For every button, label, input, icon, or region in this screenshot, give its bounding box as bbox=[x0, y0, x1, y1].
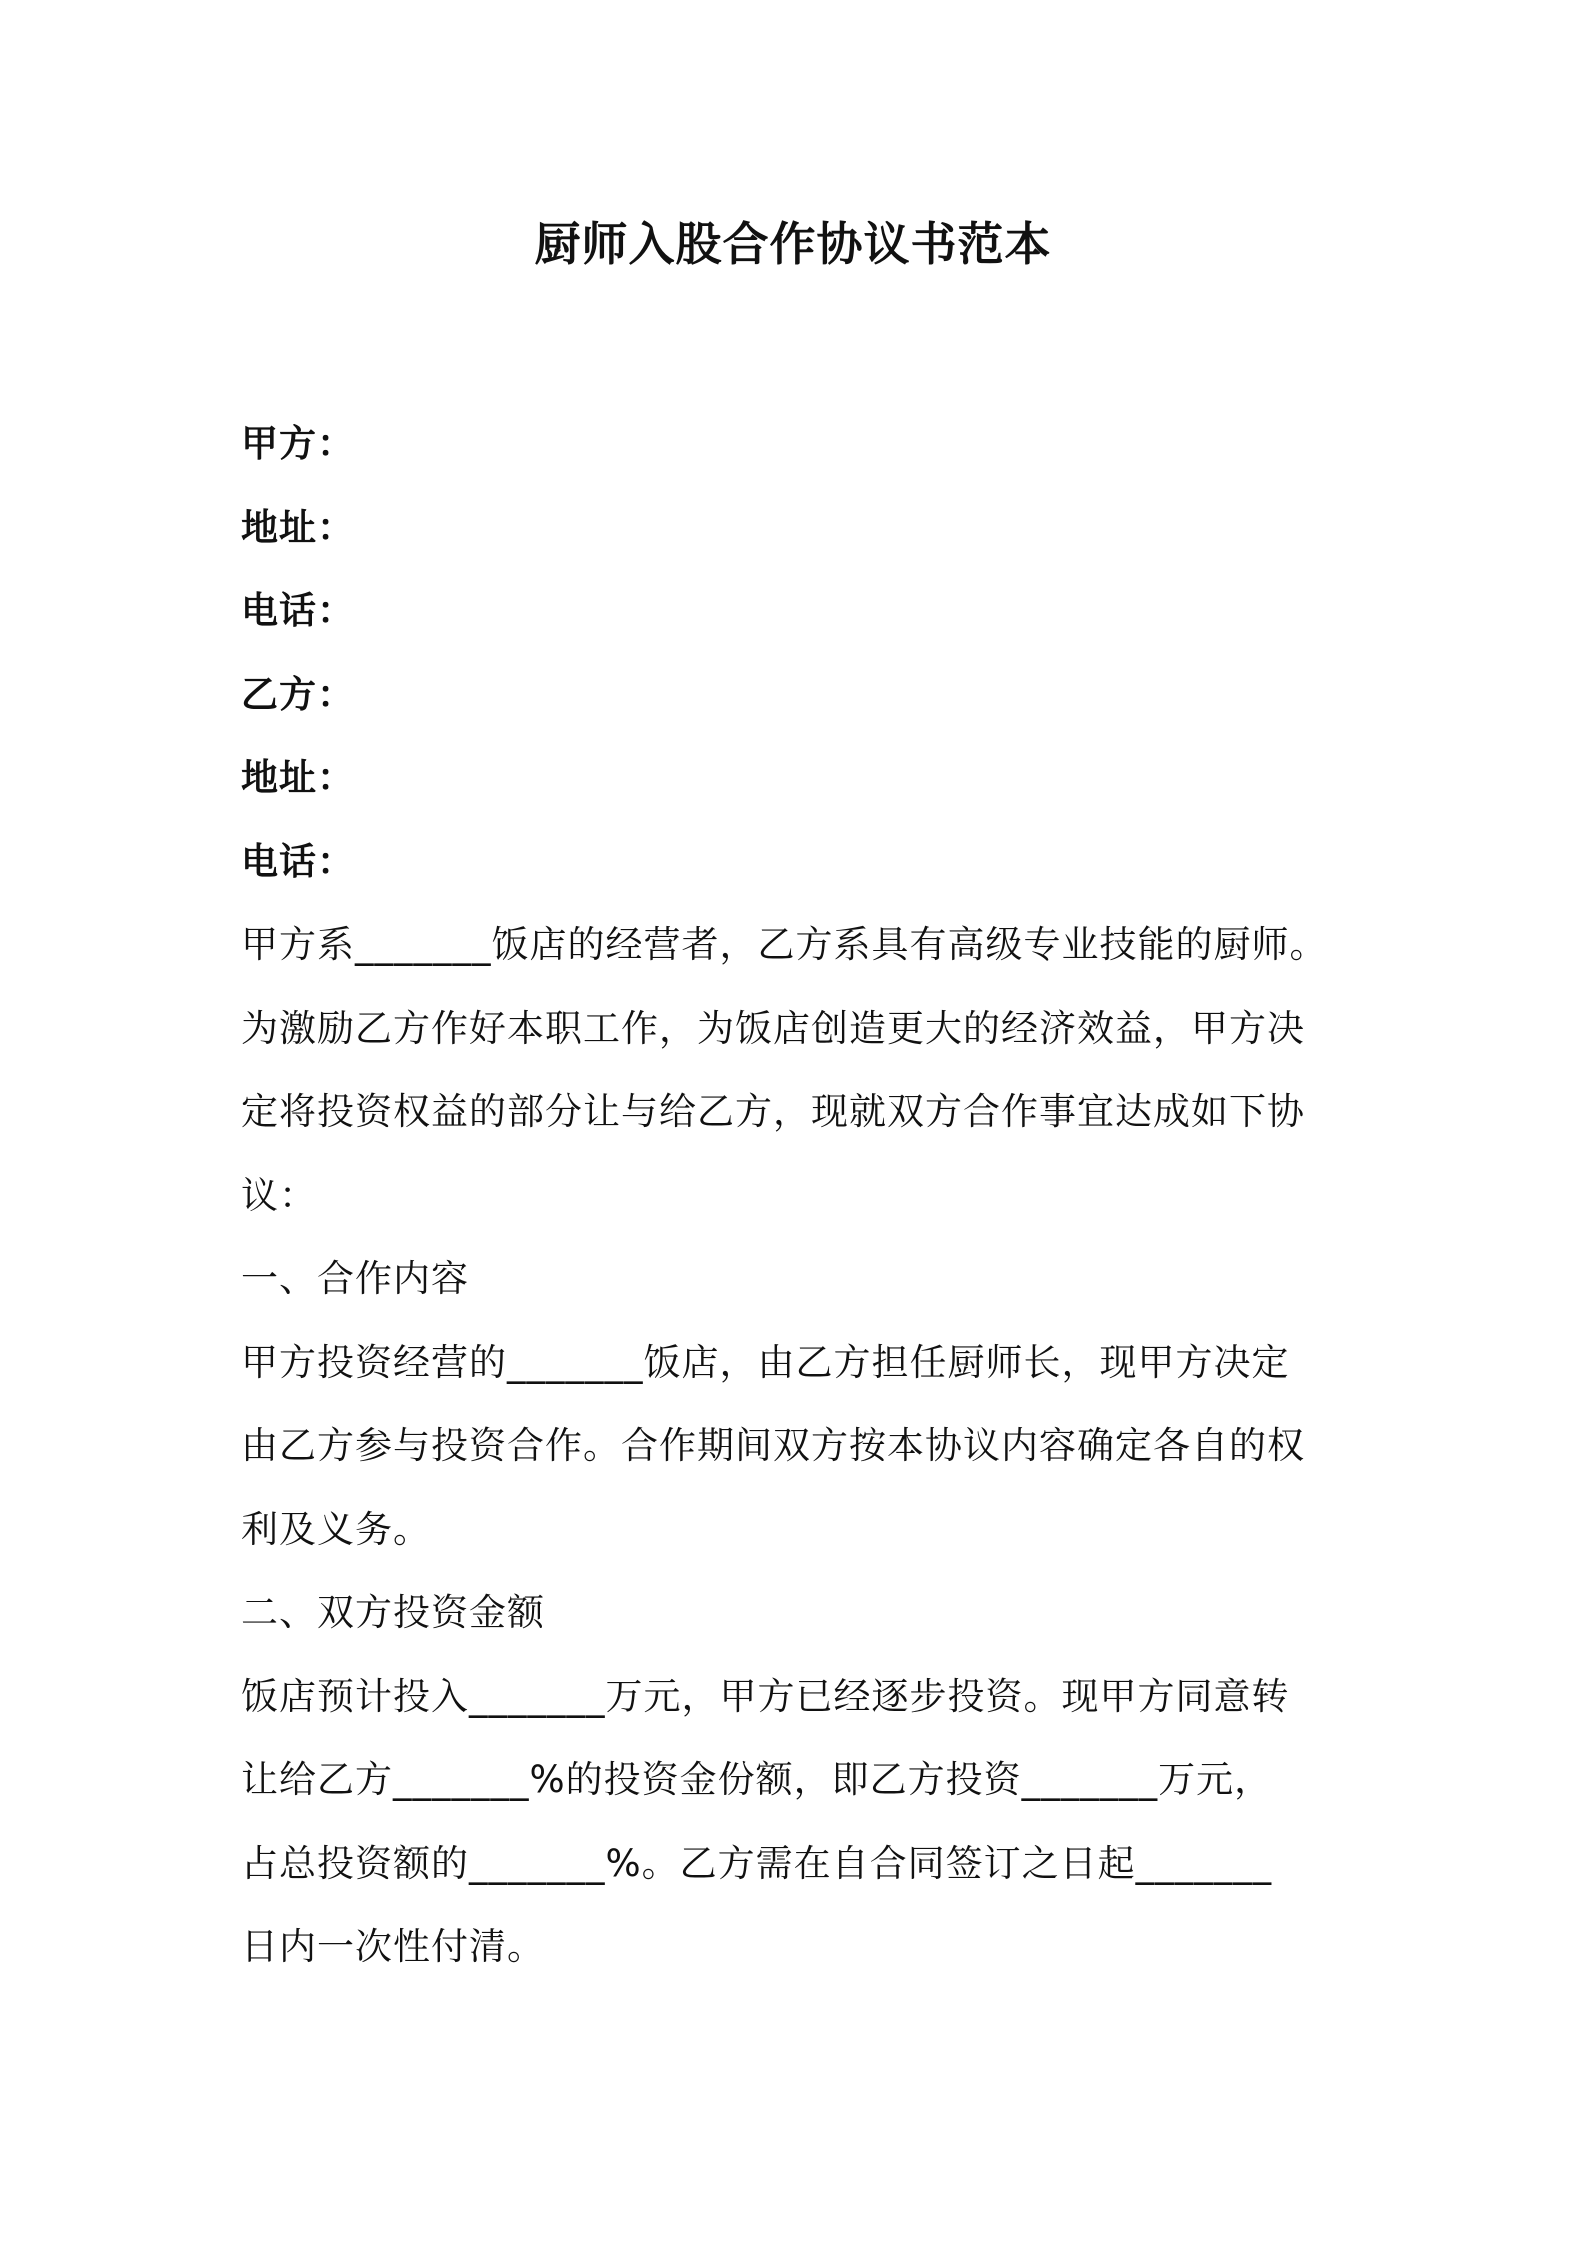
party-b-label: 乙方： bbox=[241, 672, 355, 716]
party-a-address-label: 地址： bbox=[241, 505, 355, 549]
section-2-line: 饭店预计投入_______万元，甲方已经逐步投资。现甲方同意转 bbox=[241, 1674, 1290, 1718]
section-heading-1: 一、合作内容 bbox=[241, 1257, 469, 1300]
party-b-address-label: 地址： bbox=[241, 756, 355, 799]
section-1-line: 由乙方参与投资合作。合作期间双方按本协议内容确定各自的权 bbox=[241, 1424, 1305, 1467]
section-2-line: 让给乙方_______%的投资金份额，即乙方投资_______万元， bbox=[241, 1758, 1273, 1801]
section-2-line: 日内一次性付清。 bbox=[241, 1925, 545, 1968]
section-2-line: 占总投资额的_______%。乙方需在自合同签订之日起_______ bbox=[241, 1841, 1273, 1885]
party-b-phone-label: 电话： bbox=[241, 839, 355, 883]
section-heading-2: 二、双方投资金额 bbox=[241, 1591, 545, 1634]
preamble-line: 定将投资权益的部分让与给乙方，现就双方合作事宜达成如下协 bbox=[241, 1090, 1305, 1133]
party-a-label: 甲方： bbox=[241, 422, 355, 465]
document-title: 厨师入股合作协议书范本 bbox=[534, 217, 1052, 271]
section-1-line: 甲方投资经营的_______饭店，由乙方担任厨师长，现甲方决定 bbox=[241, 1340, 1290, 1384]
preamble-line: 甲方系_______饭店的经营者，乙方系具有高级专业技能的厨师。 bbox=[241, 923, 1328, 966]
document-body bbox=[241, 402, 1361, 1989]
party-a-phone-label: 电话： bbox=[241, 589, 355, 632]
section-1-line: 利及义务。 bbox=[241, 1507, 431, 1551]
preamble-line: 议： bbox=[241, 1173, 317, 1217]
preamble-line: 为激励乙方作好本职工作，为饭店创造更大的经济效益，甲方决 bbox=[241, 1006, 1305, 1050]
